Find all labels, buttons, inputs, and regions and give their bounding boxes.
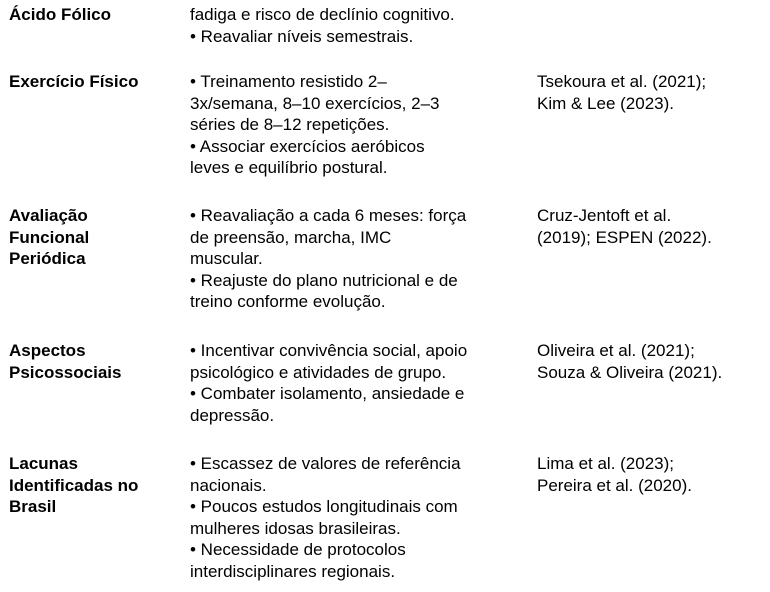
row-description	[190, 453, 533, 582]
topic-line: Avaliação	[9, 206, 88, 225]
row-references	[537, 340, 767, 383]
description-line: • Necessidade de protocolos	[190, 540, 406, 559]
reference-line: (2019); ESPEN (2022).	[537, 227, 712, 247]
topic-line: Exercício Físico	[9, 72, 139, 91]
reference-line: Oliveira et al. (2021);	[537, 341, 695, 360]
topic-line: Identificadas no	[9, 475, 139, 495]
row-references	[537, 453, 767, 496]
description-line: fadiga e risco de declínio cognitivo.	[190, 5, 455, 24]
row-topic	[9, 205, 184, 270]
description-line: interdisciplinares regionais.	[190, 561, 396, 581]
description-line: • Reavaliar níveis semestrais.	[190, 26, 414, 46]
description-line: treino conforme evolução.	[190, 292, 386, 311]
row-topic	[9, 453, 184, 518]
description-line: leves e equilíbrio postural.	[190, 158, 388, 177]
description-line: • Reajuste do plano nutricional e de	[190, 270, 458, 290]
row-topic	[9, 340, 184, 383]
description-line: de preensão, marcha, IMC	[190, 227, 392, 247]
reference-line: Cruz-Jentoft et al.	[537, 206, 672, 225]
topic-line: Psicossociais	[9, 362, 122, 382]
topic-line: Brasil	[9, 497, 57, 516]
row-description	[190, 205, 533, 313]
row-topic	[9, 4, 184, 26]
topic-line: Periódica	[9, 249, 86, 268]
row-references	[537, 205, 767, 248]
reference-line: Souza & Oliveira (2021).	[537, 362, 723, 382]
topic-line: Lacunas	[9, 454, 78, 473]
description-line: • Escassez de valores de referência	[190, 454, 461, 473]
description-line: muscular.	[190, 249, 263, 268]
reference-line: Pereira et al. (2020).	[537, 475, 692, 495]
row-topic	[9, 71, 184, 93]
description-line: • Combater isolamento, ansiedade e	[190, 384, 465, 403]
row-references	[537, 71, 767, 114]
description-line: • Associar exercícios aeróbicos	[190, 136, 425, 156]
description-line: • Poucos estudos longitudinais com	[190, 497, 458, 516]
description-line: • Treinamento resistido 2–	[190, 72, 387, 91]
description-line: • Incentivar convivência social, apoio	[190, 341, 468, 360]
topic-line: Funcional	[9, 227, 90, 247]
reference-line: Lima et al. (2023);	[537, 454, 675, 473]
reference-line: Kim & Lee (2023).	[537, 93, 675, 113]
description-line: séries de 8–12 repetições.	[190, 115, 390, 134]
description-line: depressão.	[190, 405, 275, 425]
row-description	[190, 4, 533, 47]
reference-line: Tsekoura et al. (2021);	[537, 72, 707, 91]
row-description	[190, 71, 533, 179]
description-line: nacionais.	[190, 475, 267, 495]
topic-line: Aspectos	[9, 341, 86, 360]
topic-line: Ácido Fólico	[9, 5, 111, 24]
description-line: • Reavaliação a cada 6 meses: força	[190, 206, 467, 225]
row-description	[190, 340, 533, 426]
description-line: psicológico e atividades de grupo.	[190, 362, 447, 382]
description-line: 3x/semana, 8–10 exercícios, 2–3	[190, 93, 440, 113]
description-line: mulheres idosas brasileiras.	[190, 518, 401, 538]
